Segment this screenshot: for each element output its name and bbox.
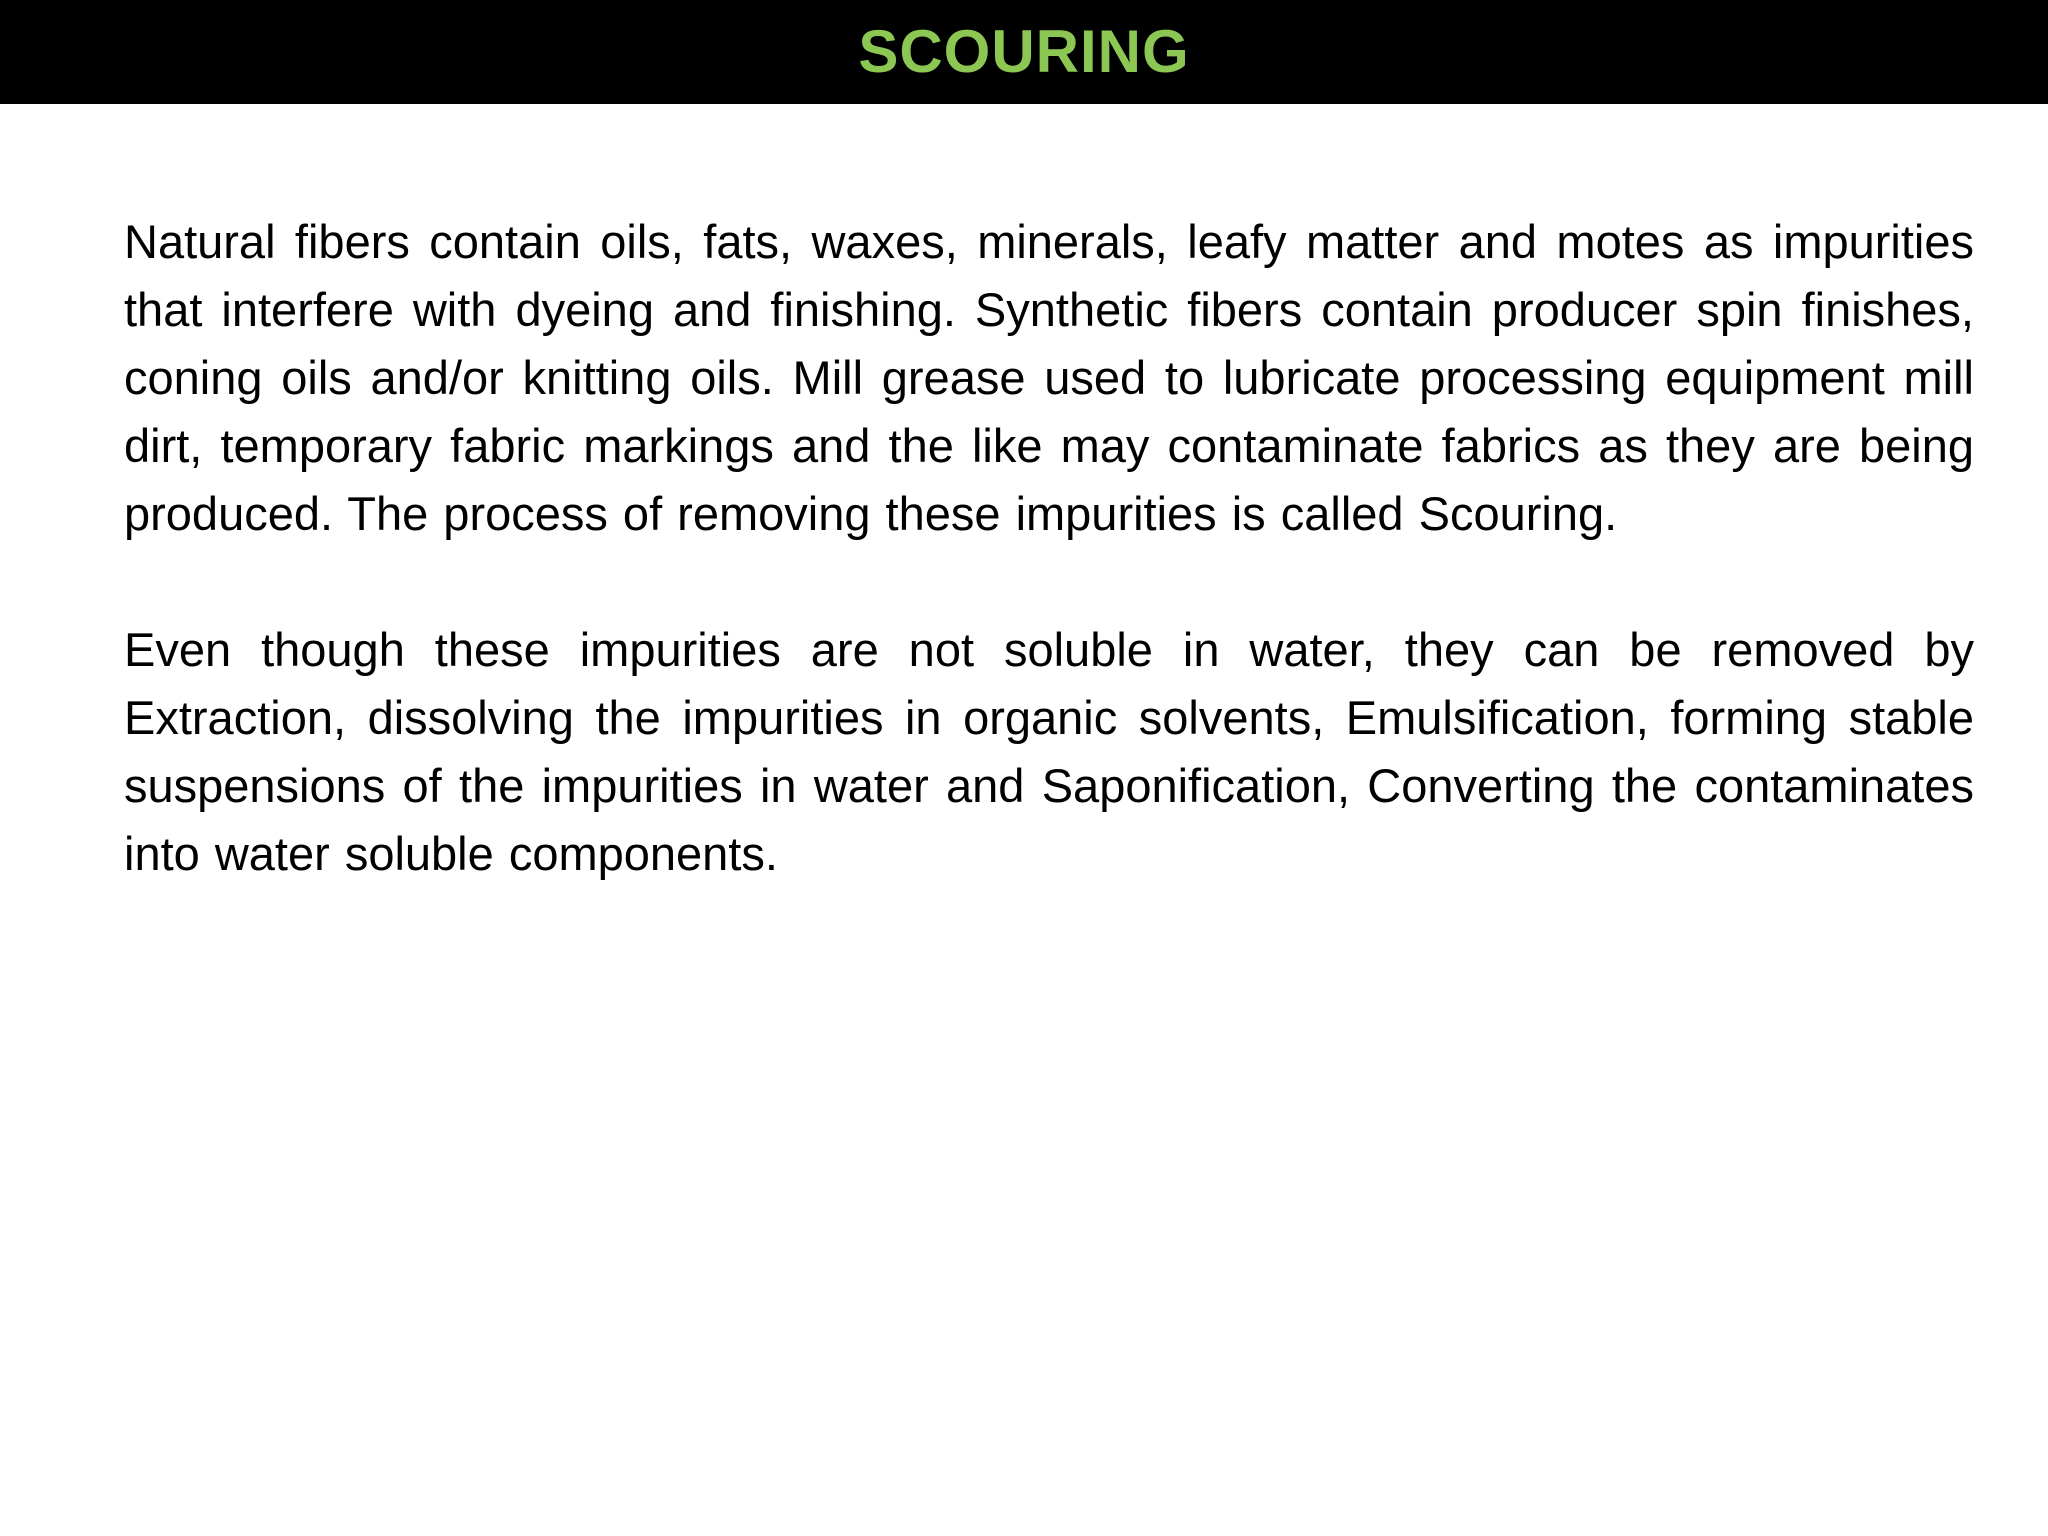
slide-title: SCOURING: [858, 18, 1190, 85]
title-bar: [0, 0, 2048, 104]
paragraph-2: Even though these impurities are not soluble in water, they can be removed by Extraction, dissolving the impurities in organic solvents, Emulsification, forming stable suspensions of the impurities in water and Saponification, Converting the contaminates into water soluble components.: [124, 623, 1974, 880]
paragraph-1: Natural fibers contain oils, fats, waxes, minerals, leafy matter and motes as impurities that interfere with dyeing and finishing. Synthetic fibers contain producer spin finishes, coning oils and/or knitting oils. Mill grease used to lubricate processing equipment mill dirt, temporary fabric markings and the like may contaminate fabrics as they are being produced. The process of removing these impurities is called Scouring.: [124, 215, 1974, 540]
slide-body: [124, 208, 1974, 888]
